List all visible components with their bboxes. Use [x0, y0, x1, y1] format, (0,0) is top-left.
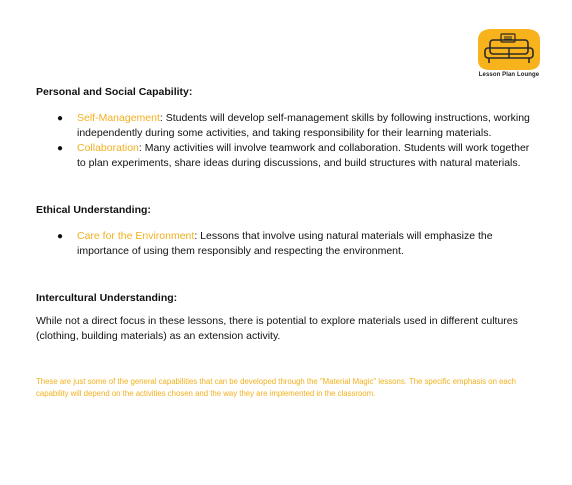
list-item: [36, 111, 540, 141]
bullet-icon: ●: [57, 113, 64, 124]
bullet-list: [36, 229, 540, 259]
item-text: : Students will develop self-management skills by following instructions, working independently during some activities, and taking responsibility for their learning materials.: [77, 112, 530, 139]
section-paragraph: While not a direct focus in these lessons, there is potential to explore materials used in different cultures (clothing, building materials) as an extension activity.: [36, 315, 518, 342]
item-term: Collaboration: [77, 142, 139, 154]
item-text: : Lessons that involve using natural materials will emphasize the importance of using them responsibly and respecting the environment.: [77, 230, 493, 257]
list-item: [36, 141, 540, 171]
section-ethical: [36, 204, 540, 259]
closing-note: These are just some of the general capabilities that can be developed through the "Material Magic" lessons. The specific emphasis on each capability will depend on the activities chosen and the way they are implemented in the classroom.: [36, 377, 516, 398]
section-heading: Personal and Social Capability:: [36, 86, 193, 98]
bullet-list: [36, 111, 540, 171]
bullet-icon: ●: [57, 231, 64, 242]
section-intercultural: [36, 292, 540, 344]
sofa-logo-icon: [474, 26, 544, 72]
section-personal-social: [36, 86, 540, 171]
section-heading: Intercultural Understanding:: [36, 292, 178, 304]
list-item: [36, 229, 540, 259]
item-term: Care for the Environment: [77, 230, 195, 242]
logo-text: Lesson Plan Lounge: [478, 72, 540, 78]
item-term: Self-Management: [77, 112, 160, 124]
item-text: : Many activities will involve teamwork and collaboration. Students will work together to plan experiments, share ideas during discussions, and build structures with natural materials.: [77, 142, 530, 169]
bullet-icon: ●: [57, 143, 64, 154]
document-body: [36, 86, 540, 400]
section-heading: Ethical Understanding:: [36, 204, 151, 216]
logo: [474, 26, 544, 84]
